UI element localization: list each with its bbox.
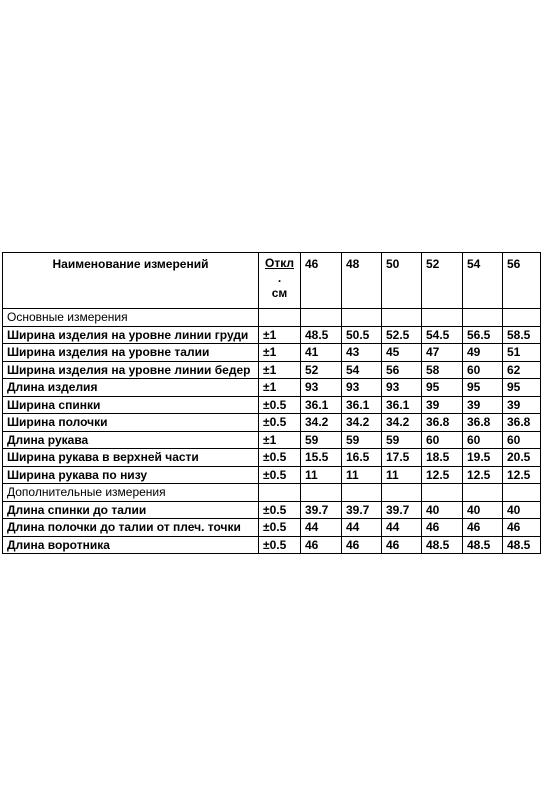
size-value-cell: 62	[503, 361, 541, 379]
size-value-cell: 34.2	[301, 414, 342, 432]
size-value-cell	[422, 484, 463, 502]
size-value-cell	[463, 484, 503, 502]
tolerance-cell: ±0.5	[259, 466, 301, 484]
tolerance-cell: ±1	[259, 431, 301, 449]
measurement-name: Длина рукава	[3, 431, 259, 449]
table-row	[3, 326, 541, 344]
size-value-cell: 95	[422, 379, 463, 397]
size-value-cell: 46	[422, 519, 463, 537]
size-value-cell: 36.1	[342, 396, 382, 414]
section-title: Дополнительные измерения	[3, 484, 259, 502]
size-value-cell: 36.8	[503, 414, 541, 432]
size-value-cell: 47	[422, 344, 463, 362]
size-value-cell: 12.5	[463, 466, 503, 484]
size-value-cell: 46	[503, 519, 541, 537]
size-value-cell: 39	[463, 396, 503, 414]
size-value-cell: 51	[503, 344, 541, 362]
tolerance-header-line1: Откл	[265, 256, 294, 270]
size-value-cell	[342, 484, 382, 502]
measurement-name: Ширина спинки	[3, 396, 259, 414]
tolerance-cell: ±0.5	[259, 414, 301, 432]
size-value-cell: 39	[503, 396, 541, 414]
table-row	[3, 414, 541, 432]
size-value-cell: 46	[301, 536, 342, 554]
measurement-name: Ширина рукава по низу	[3, 466, 259, 484]
size-value-cell: 11	[301, 466, 342, 484]
table-row	[3, 361, 541, 379]
table-row	[3, 449, 541, 467]
table-row	[3, 466, 541, 484]
tolerance-cell: ±1	[259, 379, 301, 397]
measurement-name: Ширина изделия на уровне линии бедер	[3, 361, 259, 379]
size-value-cell: 49	[463, 344, 503, 362]
size-value-cell: 93	[301, 379, 342, 397]
size-value-cell	[503, 484, 541, 502]
section-header-row	[3, 309, 541, 327]
size-value-cell: 11	[342, 466, 382, 484]
tolerance-cell: ±1	[259, 344, 301, 362]
tolerance-cell	[259, 309, 301, 327]
size-value-cell: 46	[382, 536, 422, 554]
size-value-cell: 93	[382, 379, 422, 397]
column-header-tolerance	[259, 253, 301, 309]
size-value-cell: 56	[382, 361, 422, 379]
table-row	[3, 431, 541, 449]
size-value-cell: 39.7	[342, 501, 382, 519]
size-value-cell: 46	[463, 519, 503, 537]
section-title: Основные измерения	[3, 309, 259, 327]
size-value-cell: 43	[342, 344, 382, 362]
size-value-cell	[342, 309, 382, 327]
table-row	[3, 379, 541, 397]
size-value-cell: 60	[503, 431, 541, 449]
size-value-cell: 36.8	[422, 414, 463, 432]
size-value-cell: 60	[463, 361, 503, 379]
table-header-row	[3, 253, 541, 309]
size-value-cell: 58.5	[503, 326, 541, 344]
size-value-cell: 45	[382, 344, 422, 362]
size-value-cell: 48.5	[422, 536, 463, 554]
size-value-cell: 17.5	[382, 449, 422, 467]
size-value-cell: 19.5	[463, 449, 503, 467]
column-header-size: 48	[342, 253, 382, 309]
size-value-cell: 58	[422, 361, 463, 379]
table-row	[3, 536, 541, 554]
size-value-cell: 59	[382, 431, 422, 449]
size-value-cell: 60	[463, 431, 503, 449]
tolerance-header-line2: .	[277, 271, 282, 285]
table-body	[3, 309, 541, 554]
tolerance-cell: ±0.5	[259, 519, 301, 537]
size-value-cell: 44	[382, 519, 422, 537]
tolerance-cell: ±0.5	[259, 536, 301, 554]
tolerance-cell	[259, 484, 301, 502]
table-row	[3, 344, 541, 362]
tolerance-header-line3: см	[271, 286, 288, 300]
size-value-cell: 60	[422, 431, 463, 449]
measurement-name: Ширина рукава в верхней части	[3, 449, 259, 467]
size-value-cell: 48.5	[301, 326, 342, 344]
column-header-size: 56	[503, 253, 541, 309]
size-value-cell: 40	[503, 501, 541, 519]
tolerance-cell: ±0.5	[259, 501, 301, 519]
column-header-size: 50	[382, 253, 422, 309]
size-value-cell: 52.5	[382, 326, 422, 344]
column-header-name: Наименование измерений	[3, 253, 259, 309]
column-header-size: 54	[463, 253, 503, 309]
tolerance-cell: ±1	[259, 326, 301, 344]
measurement-name: Ширина изделия на уровне линии груди	[3, 326, 259, 344]
size-value-cell: 48.5	[503, 536, 541, 554]
size-value-cell	[382, 309, 422, 327]
size-value-cell: 46	[342, 536, 382, 554]
tolerance-cell: ±0.5	[259, 396, 301, 414]
size-value-cell	[301, 309, 342, 327]
measurement-name: Длина воротника	[3, 536, 259, 554]
size-value-cell: 34.2	[342, 414, 382, 432]
tolerance-cell: ±0.5	[259, 449, 301, 467]
size-value-cell: 54	[342, 361, 382, 379]
measurement-name: Длина полочки до талии от плеч. точки	[3, 519, 259, 537]
size-value-cell	[382, 484, 422, 502]
size-value-cell: 11	[382, 466, 422, 484]
size-value-cell	[503, 309, 541, 327]
measurement-name: Ширина изделия на уровне талии	[3, 344, 259, 362]
table-row	[3, 519, 541, 537]
table-row	[3, 396, 541, 414]
tolerance-cell: ±1	[259, 361, 301, 379]
measurement-name: Ширина полочки	[3, 414, 259, 432]
size-value-cell: 59	[301, 431, 342, 449]
size-value-cell: 39.7	[382, 501, 422, 519]
table-row	[3, 501, 541, 519]
size-value-cell: 95	[463, 379, 503, 397]
measurement-name: Длина изделия	[3, 379, 259, 397]
size-value-cell: 93	[342, 379, 382, 397]
size-value-cell: 20.5	[503, 449, 541, 467]
size-value-cell: 12.5	[503, 466, 541, 484]
size-value-cell: 56.5	[463, 326, 503, 344]
size-value-cell: 41	[301, 344, 342, 362]
size-value-cell: 12.5	[422, 466, 463, 484]
column-header-size: 46	[301, 253, 342, 309]
size-value-cell: 39.7	[301, 501, 342, 519]
size-value-cell: 50.5	[342, 326, 382, 344]
size-value-cell: 18.5	[422, 449, 463, 467]
size-value-cell: 40	[463, 501, 503, 519]
size-value-cell: 36.8	[463, 414, 503, 432]
size-value-cell	[301, 484, 342, 502]
size-value-cell	[422, 309, 463, 327]
size-value-cell: 36.1	[301, 396, 342, 414]
measurement-name: Длина спинки до талии	[3, 501, 259, 519]
size-value-cell: 44	[301, 519, 342, 537]
size-value-cell: 34.2	[382, 414, 422, 432]
size-value-cell: 44	[342, 519, 382, 537]
size-value-cell: 16.5	[342, 449, 382, 467]
size-chart-table	[2, 252, 541, 554]
size-value-cell: 36.1	[382, 396, 422, 414]
size-value-cell: 48.5	[463, 536, 503, 554]
size-value-cell: 54.5	[422, 326, 463, 344]
size-value-cell: 95	[503, 379, 541, 397]
section-header-row	[3, 484, 541, 502]
column-header-size: 52	[422, 253, 463, 309]
size-value-cell: 39	[422, 396, 463, 414]
size-value-cell: 59	[342, 431, 382, 449]
size-value-cell	[463, 309, 503, 327]
size-value-cell: 40	[422, 501, 463, 519]
size-value-cell: 15.5	[301, 449, 342, 467]
size-value-cell: 52	[301, 361, 342, 379]
